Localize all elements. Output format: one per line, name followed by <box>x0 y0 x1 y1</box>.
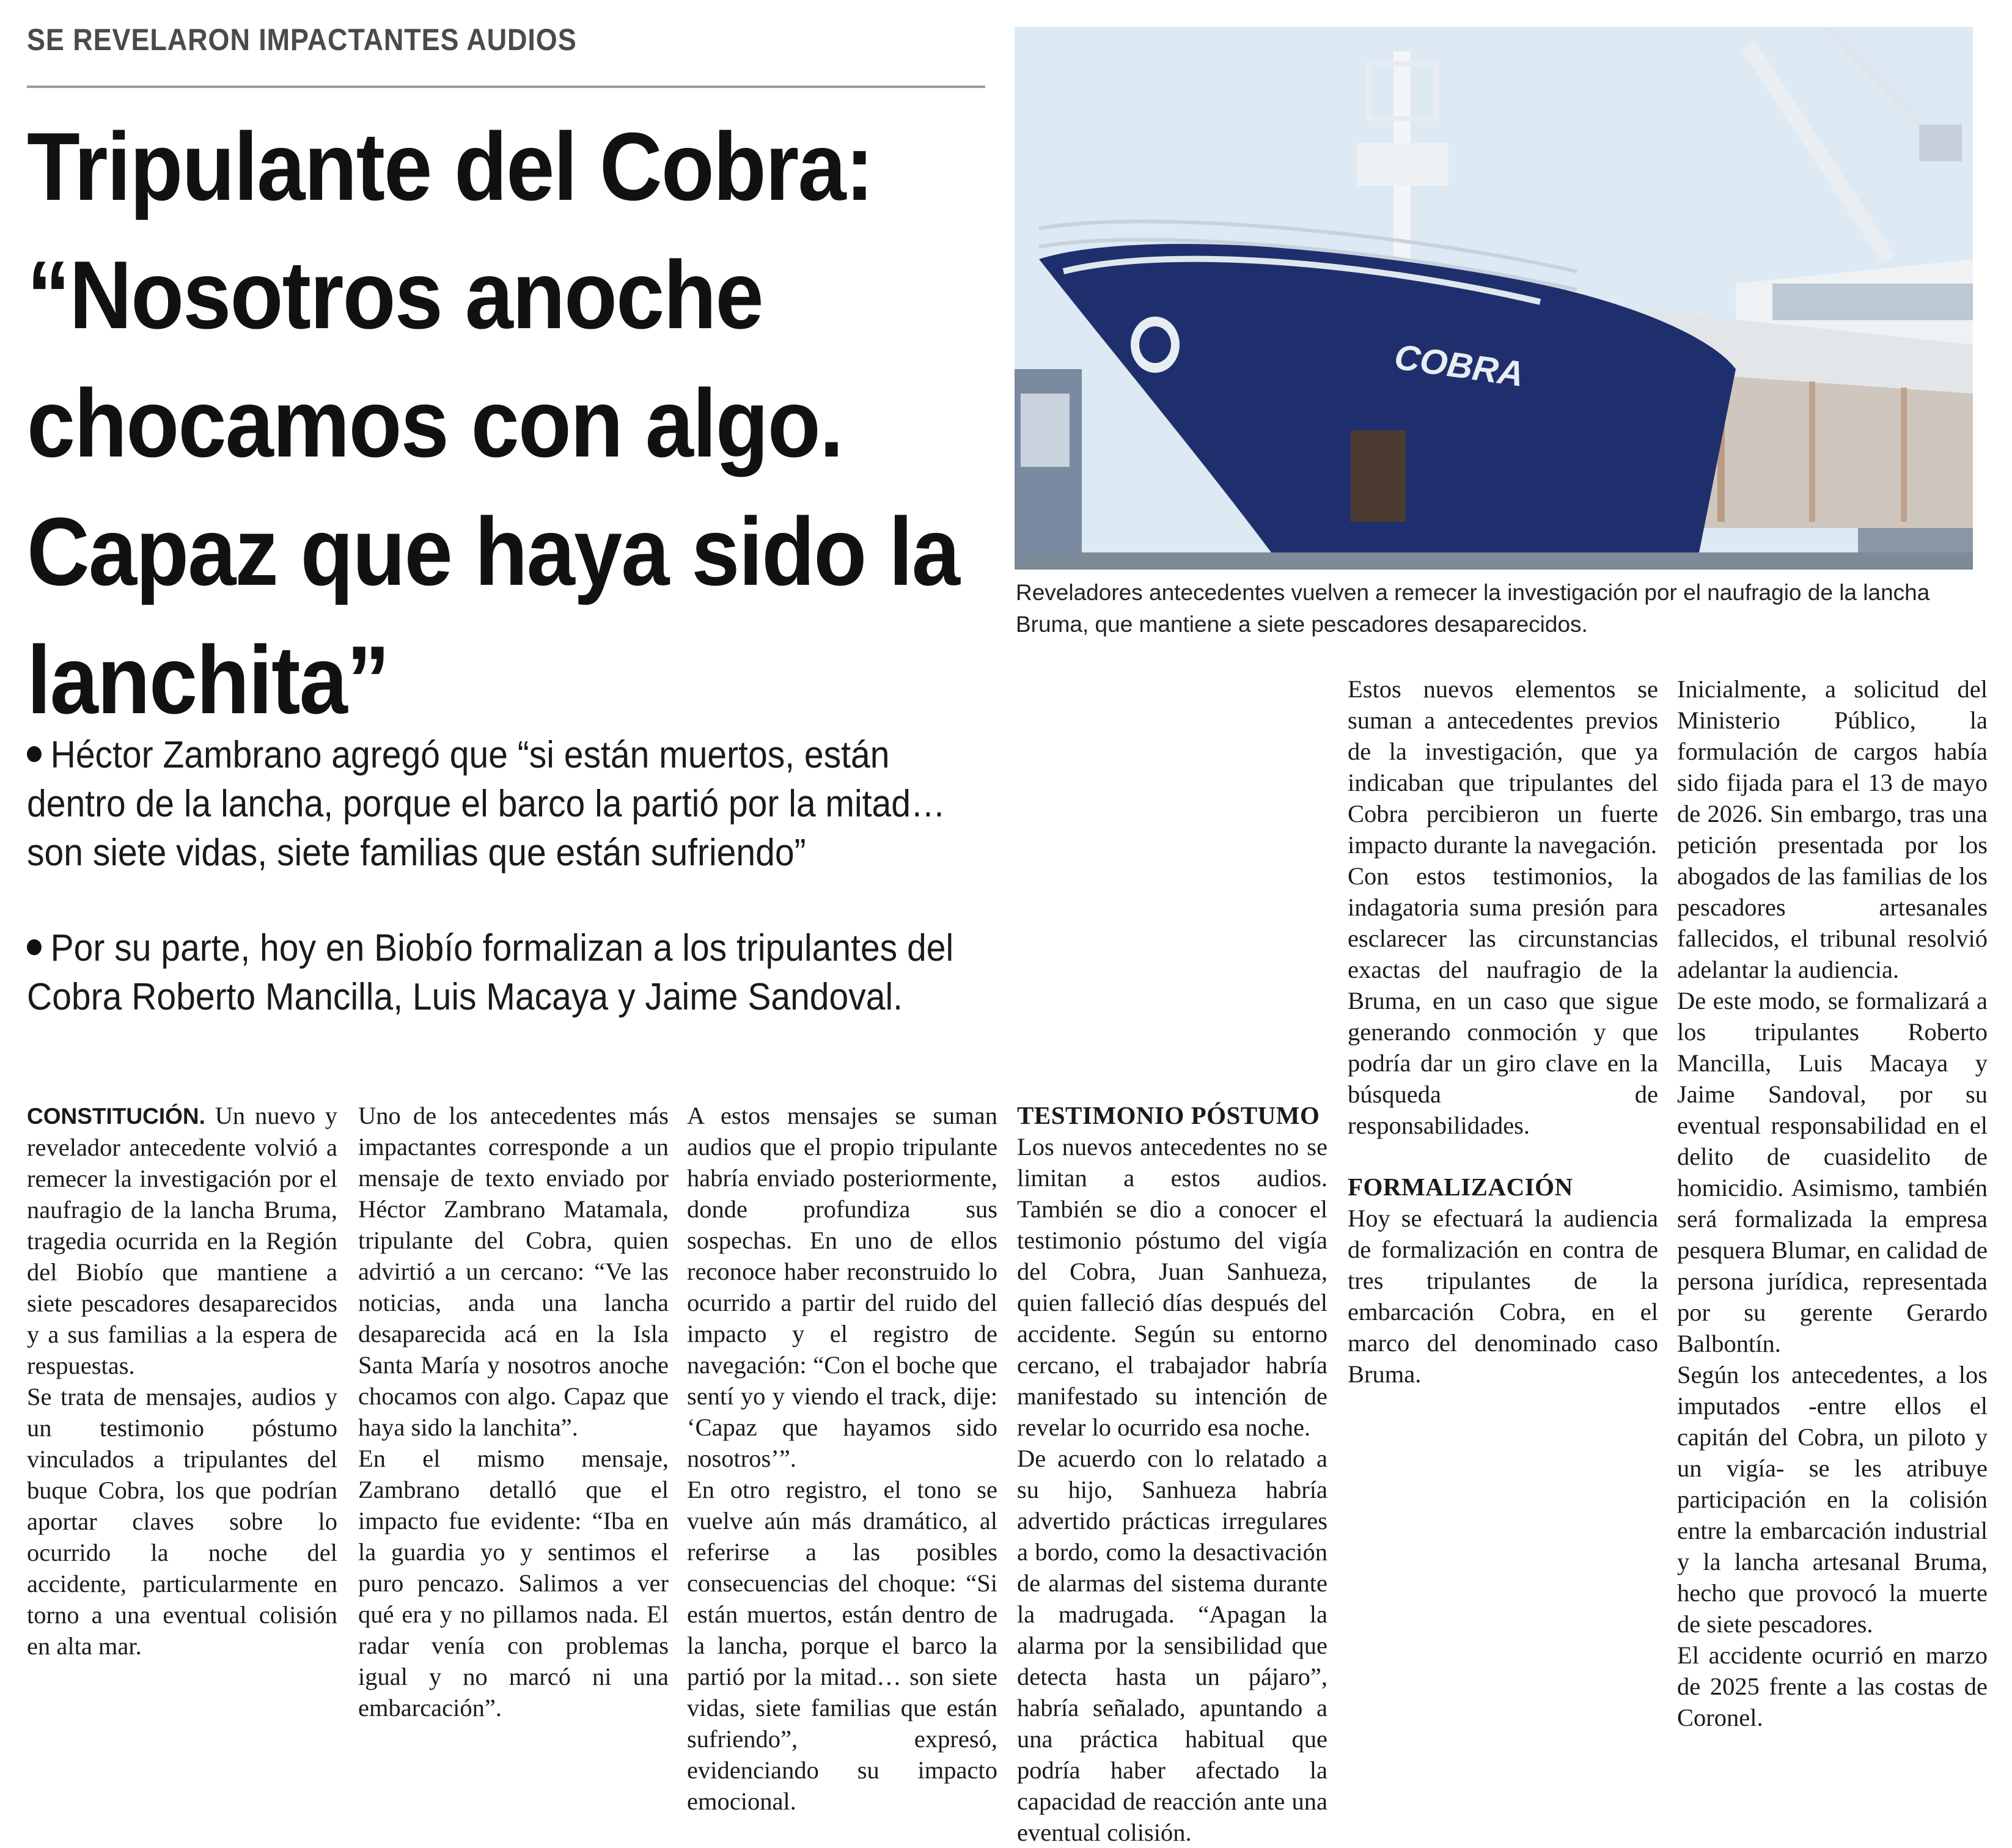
paragraph: A estos mensajes se suman audios que el propio tripulante habría enviado posteriormente, donde profundiza sus sospechas. En uno de ellos reconoce haber reconstruido lo ocurrido a partir del ruido del impacto y el registro de navegación: “Con el boche que sentí yo y viendo el track, dije: ‘Capaz que hayamos sido nosotros’”. <box>687 1102 997 1472</box>
subheading-testimonio: TESTIMONIO PÓSTUMO <box>1017 1101 1320 1129</box>
photo-caption: Reveladores antecedentes vuelven a remecer la investigación por el naufragio de la lancha Bruma, que mantiene a siete pescadores desaparecidos. <box>1016 580 1930 637</box>
paragraph: Con estos testimonios, la indagatoria suma presión para esclarecer las circunstancias exactas del naufragio de la Bruma, en un caso que sigue generando conmoción y que podría dar un giro clave en la búsqueda de responsabilidades. <box>1348 862 1658 1139</box>
paragraph: Inicialmente, a solicitud del Ministerio Público, la formulación de cargos había sido fijada para el 13 de mayo de 2026. Sin embargo, tras una petición presentada por los abogados de las familias de los pescadores artesanales fallecidos, el tribunal resolvió adelantar la audiencia. <box>1677 675 1988 983</box>
paragraph: En otro registro, el tono se vuelve aún más dramático, al referirse a las posibles consecuencias del choque: “Si están muertos, están dentro de la lancha, porque el barco la partió por la mitad… son siete vidas, siete familias que están sufriendo”, expresó, evidenciando su impacto emocional. <box>687 1476 997 1815</box>
paragraph: El accidente ocurrió en marzo de 2025 frente a las costas de Coronel. <box>1677 1641 1988 1731</box>
article-column-2 <box>358 1100 669 1723</box>
ship-photo <box>1015 27 1973 570</box>
paragraph: Se trata de mensajes, audios y un testimonio póstumo vinculados a tripulantes del buque Cobra, los que podrían aportar claves sobre lo ocurrido la noche del accidente, particularmente en torno a una eventual colisión en alta mar. <box>27 1383 337 1660</box>
subheading-formalizacion: FORMALIZACIÓN <box>1348 1173 1573 1201</box>
ship-name-label: COBRA <box>1392 337 1527 395</box>
article-column-1 <box>27 1100 337 1662</box>
summary-bullet-text: Héctor Zambrano agregó que “si están muertos, están dentro de la lancha, porque el barco la partió por la mitad… son siete vidas, siete familias que están sufriendo” <box>27 734 945 874</box>
summary-bullet-1 <box>27 731 994 878</box>
bullet-dot-icon <box>27 746 42 762</box>
paragraph: Según los antecedentes, a los imputados -entre ellos el capitán del Cobra, un piloto y un vigía- se les atribuye participación en la colisión entre la embarcación industrial y la lancha artesanal Bruma, hecho que provocó la muerte de siete pescadores. <box>1677 1361 1988 1638</box>
kicker-divider <box>27 86 985 88</box>
dateline: CONSTITUCIÓN. <box>27 1104 205 1129</box>
paragraph: En el mismo mensaje, Zambrano detalló que el impacto fue evidente: “Iba en la guardia yo y sentimos el puro pencazo. Salimos a ver qué era y no pillamos nada. El radar venía con problemas igual y no marcó ni una embarcación”. <box>358 1445 669 1722</box>
article-column-6 <box>1677 673 1988 1733</box>
paragraph: Uno de los antecedentes más impactantes corresponde a un mensaje de texto enviado por Héctor Zambrano Matamala, tripulante del Cobra, quien advirtió a un cercano: “Ve las noticias, anda una lancha desaparecida acá en la Isla Santa María y nosotros anoche chocamos con algo. Capaz que haya sido la lanchita”. <box>358 1102 669 1441</box>
paragraph: Hoy se efectuará la audiencia de formalización en contra de tres tripulantes de la embarcación Cobra, en el marco del denominado caso Bruma. <box>1348 1204 1658 1388</box>
summary-bullet-text: Por su parte, hoy en Biobío formalizan a los tripulantes del Cobra Roberto Mancilla, Luis Macaya y Jaime Sandoval. <box>27 927 954 1018</box>
paragraph: Estos nuevos elementos se suman a antecedentes previos de la investigación, que ya indicaban que tripulantes del Cobra percibieron un fuerte impacto durante la navegación. <box>1348 675 1658 859</box>
summary-bullet-2 <box>27 924 994 1022</box>
paragraph: Los nuevos antecedentes no se limitan a estos audios. También se dio a conocer el testimonio póstumo del vigía del Cobra, Juan Sanhueza, quien falleció días después del accidente. Según su entorno cercano, el trabajador habría manifestado su intención de revelar lo ocurrido esa noche. <box>1017 1133 1327 1441</box>
paragraph: Un nuevo y revelador antecedente volvió a remecer la investigación por el naufragio de la lancha Bruma, tragedia ocurrida en la Región del Biobío que mantiene a siete pescadores desaparecidos y a sus familias a la espera de respuestas. <box>27 1102 337 1379</box>
article-column-3 <box>687 1100 997 1817</box>
bullet-dot-icon <box>27 939 42 955</box>
headline: Tripulante del Cobra: “Nosotros anoche chocamos con algo. Capaz que haya sido la lanchita” <box>27 113 960 734</box>
section-kicker: SE REVELARON IMPACTANTES AUDIOS <box>27 23 577 57</box>
article-column-5 <box>1348 673 1658 1390</box>
paragraph: De acuerdo con lo relatado a su hijo, Sanhueza habría advertido prácticas irregulares a bordo, como la desactivación de alarmas del sistema durante la madrugada. “Apagan la alarma por la sensibilidad que detecta hasta un pájaro”, habría señalado, apuntando a una práctica habitual que podría haber afectado la capacidad de reacción ante una eventual colisión. <box>1017 1445 1327 1846</box>
article-column-4 <box>1017 1100 1327 1848</box>
paragraph: De este modo, se formalizará a los tripulantes Roberto Mancilla, Luis Macaya y Jaime Sandoval, por su eventual responsabilidad en el delito de cuasidelito de homicidio. Asimismo, también será formalizada la empresa pesquera Blumar, en calidad de persona jurídica, representada por su gerente Gerardo Balbontín. <box>1677 987 1988 1357</box>
